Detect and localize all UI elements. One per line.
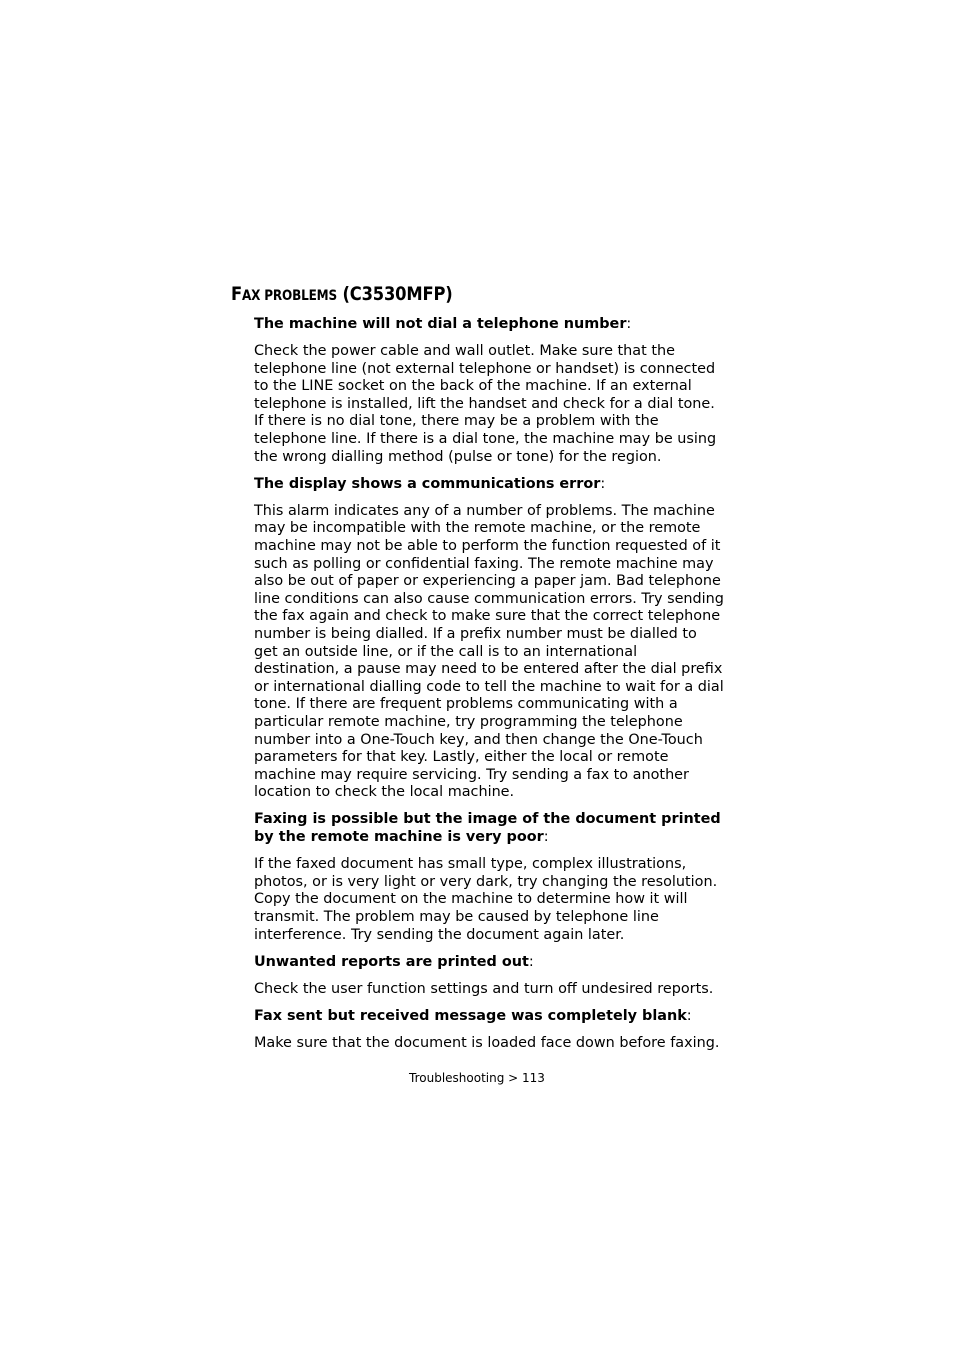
question-text: The display shows a communications error — [254, 475, 601, 492]
heading-model: (C3530MFP) — [336, 283, 453, 305]
question-colon: : — [600, 475, 606, 492]
problem-question — [254, 811, 724, 846]
heading-smallcaps: AX PROBLEMS — [241, 288, 337, 304]
problem-answer: Check the power cable and wall outlet. Make sure that the telephone line (not external telephone or handset) is connected to the LINE socket on the back of the machine. If an external telephone is installed, lift the handset and check for a dial tone. If there is no dial tone, there may be a problem with the telephone line. If there is a dial tone, the machine may be using the wrong dialling method (pulse or tone) for the region. — [254, 343, 717, 465]
problem-answer: Check the user function settings and turn off undesired reports. — [254, 980, 714, 997]
troubleshooting-content — [254, 316, 724, 1062]
question-colon: : — [543, 829, 549, 846]
question-text: Fax sent but received message was completely blank — [254, 1007, 687, 1024]
problem-question — [254, 316, 724, 334]
problem-question — [254, 1008, 724, 1026]
question-colon: : — [528, 953, 534, 970]
question-text: Unwanted reports are printed out — [254, 953, 529, 970]
question-text: The machine will not dial a telephone number — [254, 316, 627, 332]
question-text: Faxing is possible but the image of the document printed by the remote machine is very poor — [254, 811, 721, 846]
section-heading — [231, 283, 453, 305]
page-footer: Troubleshooting > 113 — [409, 1071, 545, 1085]
problem-question — [254, 954, 724, 972]
problem-answer: Make sure that the document is loaded face down before faxing. — [254, 1034, 720, 1051]
question-colon: : — [686, 1007, 692, 1024]
problem-answer: This alarm indicates any of a number of problems. The machine may be incompatible with the remote machine, or the remote machine may not be able to perform the function requested of it such as polling or confidential faxing. The remote machine may also be out of paper or experiencing a paper jam. Bad telephone line conditions can also cause communication errors. Try sending the fax again and check to make sure that the correct telephone number is being dialled. If a prefix number must be dialled to get an outside line, or if the call is to an international destination, a pause may need to be entered after the dial prefix or international dialling code to tell the machine to wait for a dial tone. If there are frequent problems communicating with a particular remote machine, try programming the telephone number into a One-Touch key, and then change the One-Touch parameters for that key. Lastly, either the local or remote machine may require servicing. Try sending a fax to another location to check the local machine. — [254, 502, 724, 801]
heading-initial: F — [231, 283, 242, 305]
problem-answer: If the faxed document has small type, complex illustrations, photos, or is very light or very dark, try changing the resolution. Copy the document on the machine to determine how it will transmit. The problem may be caused by telephone line interference. Try sending the document again later. — [254, 856, 718, 943]
problem-question — [254, 476, 724, 494]
question-colon: : — [626, 316, 632, 332]
